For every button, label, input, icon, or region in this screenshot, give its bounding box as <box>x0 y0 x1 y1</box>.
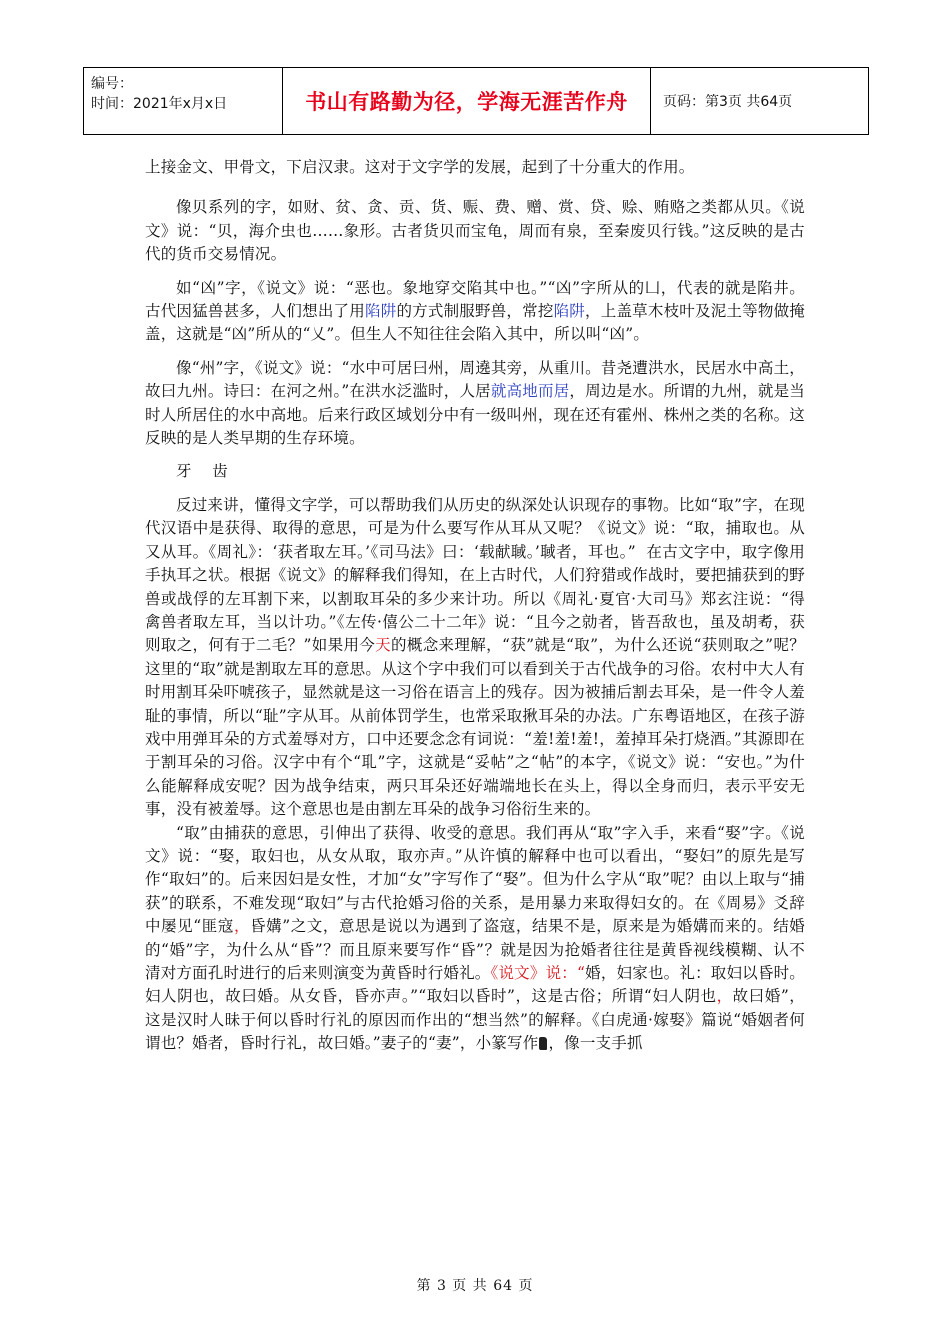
header-motto: 书山有路勤为径，学海无涯苦作舟 <box>283 68 651 134</box>
seal-script-glyph-image <box>539 1037 547 1050</box>
paragraph-2: 像贝系列的字，如财、贫、贪、贡、货、赈、费、赠、赏、贷、赊、贿赂之类都从贝。《说文》说：“贝，海介虫也……象形。古者货贝而宝龟，周而有泉，至秦废贝行钱。”这反映的是古代的货币交易情况。 <box>145 198 805 264</box>
document-number-label: 编号： <box>91 76 133 92</box>
highlighted-term: 陷阱 <box>553 302 586 321</box>
text-span: 的方式制服野兽，常挖 <box>396 302 554 321</box>
text-span: ，周边是水。所谓的九州，就是当时人所居住的水中高地。后来行政区域划分中有一级叫州，现在还有霍州、株州之类的名称。这反映的是人类早期的生存环境。 <box>145 382 805 448</box>
highlighted-term: 天 <box>375 636 392 655</box>
page-header-table <box>83 67 869 135</box>
highlighted-term: 《说文》说：“ <box>490 964 586 982</box>
highlighted-term: 陷阱 <box>365 302 397 321</box>
paragraph-5 <box>145 494 805 822</box>
text-span: 如“凶”字，《说文》说：“恶也。象地穿交陷其中也。”“凶”字所从的凵，代表的就是陷井。古代因猛兽甚多，人们想出了用 <box>145 278 805 321</box>
highlighted-term: ， <box>716 987 733 1006</box>
text-span: ，像一支手抓 <box>548 1034 643 1053</box>
text-span: 反过来讲，懂得文字学，可以帮助我们从历史的纵深处认识现存的事物。比如“取”字，在现代汉语中是获得、取得的意思，可是为什么要写作从耳从又呢？《说文》说：“取，捕取也。从又从耳。《周礼》：‘获者取左耳。’《司马法》曰：‘载献聝。’聝者，耳也。” 在古文字中，取字像用手执耳之状。根据《说文》的解释我们得知，在上古时代，人们狩猎或作战时，要把捕获到的野兽或战俘的左耳割下来，以割取耳朵的多少来计功。所以《周礼·夏官·大司马》郑玄注说：“得禽兽者取左耳，当以计功。”《左传·僖公二十二年》说：“且今之勍者，皆吾敌也，虽及胡耇，获则取之，何有于二毛？”如果用今 <box>145 495 805 655</box>
text-span: 的概念来理解，“获”就是“取”，为什么还说“获则取之”呢？这里的“取”就是割取左耳的意思。从这个字中我们可以看到关于古代战争的习俗。农村中大人有时用割耳朵吓唬孩子，显然就是这一习俗在语言上的残存。因为被捕后割去耳朵，是一件令人羞耻的事情，所以“耻”字从耳。从前体罚学生，也常采取揪耳朵的办法。广东粤语地区，在孩子游戏中用弹耳朵的方式羞辱对方，口中还要念念有词说：“羞!羞!羞!，羞掉耳朵打烧酒。”其源即在于割耳朵的习俗。汉字中有个“耴”字，这就是“妥帖”之“帖”的本字，《说文》说：“安也。”为什么能解释成安呢？因为战争结束，两只耳朵还好端端地长在头上，得以全身而归，表示平安无事，没有被羞辱。这个意思也是由割左耳朵的战争习俗衍生来的。 <box>145 636 805 819</box>
document-date-label: 时间：2021年x月x日 <box>91 96 228 112</box>
text-span: ，上盖草木枝叶及泥土等物做掩盖，这就是“凶”所从的“乂”。但生人不知往往会陷入其中，所以叫“凶”。 <box>145 302 805 344</box>
highlighted-term: ， <box>233 917 251 936</box>
section-heading: 牙 齿 <box>176 462 228 481</box>
document-body <box>145 156 805 1056</box>
text-span: 婚，妇家也。礼：取妇以昏时。妇人阴也，故曰婚。从女昏，昏亦声。”“取妇以昏时”，这是古俗；所谓“妇人阴也 <box>145 964 805 1006</box>
page-footer: 第 3 页 共 64 页 <box>416 1278 534 1294</box>
highlighted-term: 就高地而居 <box>490 382 570 401</box>
text-span: 像“州”字，《说文》说：“水中可居曰州，周遶其旁，从重川。昔尧遭洪水，民居水中高土，故曰九州。诗曰：在河之州。”在洪水泛滥时，人居 <box>145 358 805 401</box>
header-meta-cell <box>84 68 283 134</box>
paragraph-4 <box>145 357 805 451</box>
paragraph-3 <box>145 277 805 347</box>
text-span: 昏媾”之文，意思是说以为遇到了盗寇，结果不是，原来是为婚媾而来的。结婚的“婚”字，为什么从“昏”？而且原来要写作“昏”？就是因为抢婚者往往是黄昏视线模糊、认不清对方面孔时进行的后来则演变为黄昏时行婚礼。 <box>145 917 806 982</box>
paragraph-1: 上接金文、甲骨文，下启汉隶。这对于文字学的发展，起到了十分重大的作用。 <box>145 158 695 176</box>
paragraph-6 <box>145 822 805 1056</box>
header-page-info: 页码：第3页 共64页 <box>663 94 793 110</box>
text-span: “取”由捕获的意思，引伸出了获得、收受的意思。我们再从“取”字入手，来看“娶”字。《说文》说：“娶，取妇也，从女从取，取亦声。”从许慎的解释中也可以看出，“娶妇”的原先是写作“取妇”的。后来因妇是女性，才加“女”字写作了“娶”。但为什么字从“取”呢？由以上取与“捕获”的联系，不难发现“取妇”与古代抢婚习俗的关系，是用暴力来取得妇女的。在《周易》爻辞中屡见“匪寇 <box>145 823 805 936</box>
text-span: 故曰婚”，这是汉时人昧于何以昏时行礼的原因而作出的“想当然”的解释。《白虎通·嫁娶》篇说“婚姻者何谓也？婚者，昏时行礼，故曰婚。”妻子的“妻”，小篆写作 <box>145 987 805 1053</box>
